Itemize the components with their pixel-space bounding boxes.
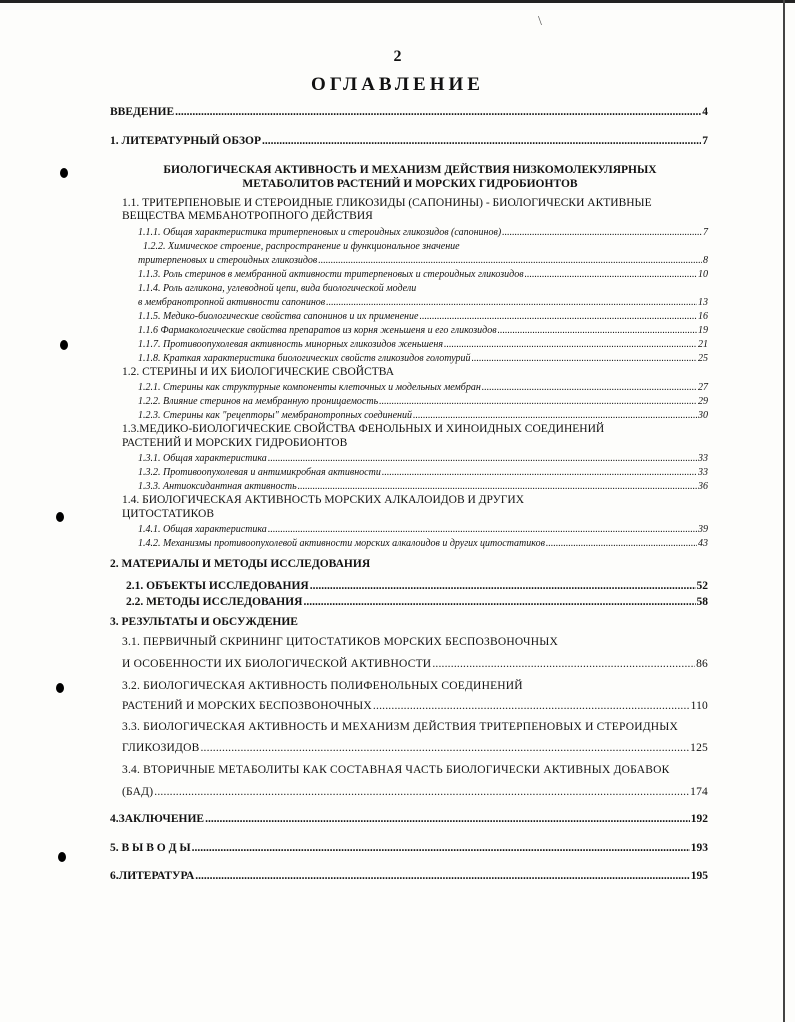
toc-entry-page: 16 — [698, 311, 708, 322]
section-heading — [140, 163, 680, 191]
toc-entry-text: 1.3.2. Противоопухолевая и антимикробная активности — [138, 467, 381, 478]
toc-entry-text: 3.3. БИОЛОГИЧЕСКАЯ АКТИВНОСТЬ И МЕХАНИЗМ ДЕЙСТВИЯ ТРИТЕРПЕНОВЫХ И СТЕРОИДНЫХ — [122, 721, 679, 733]
toc-entry[interactable] — [122, 658, 708, 670]
leader-dots — [175, 106, 701, 118]
leader-dots — [482, 382, 697, 393]
toc-entry[interactable] — [126, 596, 708, 608]
toc-entry-page: 33 — [698, 453, 708, 464]
toc-entry[interactable] — [138, 396, 708, 407]
toc-entry-page: 110 — [690, 700, 708, 712]
toc-entry-page: 193 — [690, 842, 708, 854]
toc-entry-page: 4 — [702, 106, 708, 118]
toc-entry[interactable] — [138, 353, 708, 364]
toc-entry-text: 1.1.5. Медико-биологические свойства сапонинов и их применение — [138, 311, 419, 322]
toc-entry-page: 7 — [703, 227, 708, 238]
toc-entry-text: 1.4.1. Общая характеристика — [138, 524, 267, 535]
toc-entry[interactable] — [138, 339, 708, 350]
toc-entry-page: 192 — [690, 813, 708, 825]
scan-speck: \ — [538, 14, 542, 29]
toc-entry[interactable] — [138, 382, 708, 393]
leader-dots — [379, 396, 697, 407]
toc-entry[interactable] — [138, 453, 708, 464]
leader-dots — [525, 269, 697, 280]
toc-entry-text: И ОСОБЕННОСТИ ИХ БИОЛОГИЧЕСКОЙ АКТИВНОСТИ — [122, 658, 432, 670]
toc-entry-text: (БАД) — [122, 786, 154, 798]
toc-entry-page: 27 — [698, 382, 708, 393]
punch-hole-mark — [60, 340, 68, 350]
toc-entry[interactable] — [138, 481, 708, 492]
toc-entry-text: РАСТЕНИЙ И МОРСКИХ БЕСПОЗВОНОЧНЫХ — [122, 700, 372, 712]
leader-dots — [310, 580, 696, 592]
toc-entry-text: 2.2. МЕТОДЫ ИССЛЕДОВАНИЯ — [126, 596, 303, 608]
toc-entry-text: 1.4.2. Механизмы противоопухолевой активности морских алкалоидов и других цитостатиков — [138, 538, 545, 549]
section-heading-line: БИОЛОГИЧЕСКАЯ АКТИВНОСТЬ И МЕХАНИЗМ ДЕЙСТВИЯ НИЗКОМОЛЕКУЛЯРНЫХ — [163, 164, 657, 176]
toc-entry[interactable] — [122, 700, 708, 712]
toc-entry-page: 58 — [696, 596, 708, 608]
toc-entry-text: 3.2. БИОЛОГИЧЕСКАЯ АКТИВНОСТЬ ПОЛИФЕНОЛЬНЫХ СОЕДИНЕНИЙ — [122, 680, 523, 692]
toc-entry-text: 6.ЛИТЕРАТУРА — [110, 870, 195, 882]
toc-entry-text: 1.2.2. Влияние стеринов на мембранную проницаемость — [138, 396, 379, 407]
toc-entry[interactable] — [110, 842, 708, 854]
toc-entry-text: 5. В Ы В О Д Ы — [110, 842, 191, 854]
toc-entry[interactable] — [122, 742, 708, 754]
toc-entry-text: 1.3.3. Антиоксидантная активность — [138, 481, 297, 492]
toc-subsection-heading[interactable]: 1.3.МЕДИКО-БИОЛОГИЧЕСКИЕ СВОЙСТВА ФЕНОЛЬНЫХ И ХИНОИДНЫХ СОЕДИНЕНИЙ — [122, 423, 605, 435]
toc-entry-page: 29 — [698, 396, 708, 407]
toc-entry-page: 10 — [698, 269, 708, 280]
toc-entry[interactable] — [138, 297, 708, 308]
leader-dots — [200, 742, 689, 754]
toc-entry-text: 1.3.1. Общая характеристика — [138, 453, 267, 464]
toc-subsection-heading[interactable]: ВЕЩЕСТВА МЕМБАНОТРОПНОГО ДЕЙСТВИЯ — [122, 210, 373, 222]
toc-entry-text: 2.1. ОБЪЕКТЫ ИССЛЕДОВАНИЯ — [126, 580, 309, 592]
toc-entry-text: 1.2.2. Химическое строение, распространение и функциональное значение — [143, 241, 460, 252]
toc-section-heading[interactable]: 2. МАТЕРИАЛЫ И МЕТОДЫ ИССЛЕДОВАНИЯ — [110, 558, 371, 570]
toc-entry-text: ВВЕДЕНИЕ — [110, 106, 175, 118]
toc-entry-text: 1.1.7. Противоопухолевая активность минорных гликозидов женьшеня — [138, 339, 443, 350]
leader-dots — [502, 227, 702, 238]
toc-entry-text: 3.1. ПЕРВИЧНЫЙ СКРИНИНГ ЦИТОСТАТИКОВ МОРСКИХ БЕСПОЗВОНОЧНЫХ — [122, 636, 558, 648]
punch-hole-mark — [60, 168, 68, 178]
leader-dots — [268, 524, 697, 535]
leader-dots — [382, 467, 697, 478]
punch-hole-mark — [56, 683, 64, 693]
toc-entry-page: 36 — [698, 481, 708, 492]
toc-entry[interactable] — [138, 325, 708, 336]
leader-dots — [303, 596, 695, 608]
toc-entry[interactable] — [138, 269, 708, 280]
toc-entry-text: 4.ЗАКЛЮЧЕНИЕ — [110, 813, 205, 825]
toc-entry-page: 7 — [702, 135, 708, 147]
leader-dots — [154, 786, 689, 798]
toc-section-heading[interactable]: 3. РЕЗУЛЬТАТЫ И ОБСУЖДЕНИЕ — [110, 616, 298, 628]
leader-dots — [498, 325, 697, 336]
leader-dots — [262, 135, 701, 147]
toc-entry-text: 1.1.3. Роль стеринов в мембранной активности тритерпеновых и стероидных гликозидов — [138, 269, 524, 280]
leader-dots — [195, 870, 689, 882]
toc-entry-page: 30 — [698, 410, 708, 421]
toc-entry-text: в мембранотропной активности сапонинов — [138, 297, 326, 308]
leader-dots — [432, 658, 695, 670]
toc-entry[interactable] — [110, 870, 708, 882]
toc-entry-text: 1.1.8. Краткая характеристика биологических свойств гликозидов голотурий — [138, 353, 471, 364]
leader-dots — [419, 311, 697, 322]
leader-dots — [326, 297, 697, 308]
toc-entry-page: 125 — [690, 742, 708, 754]
leader-dots — [205, 813, 690, 825]
toc-entry-text: 3.4. ВТОРИЧНЫЕ МЕТАБОЛИТЫ КАК СОСТАВНАЯ ЧАСТЬ БИОЛОГИЧЕСКИ АКТИВНЫХ ДОБАВОК — [122, 764, 670, 776]
punch-hole-mark — [56, 512, 64, 522]
toc-entry[interactable] — [110, 813, 708, 825]
toc-entry[interactable] — [138, 227, 708, 238]
page-title: ОГЛАВЛЕНИЕ — [311, 74, 484, 95]
toc-entry-page: 174 — [690, 786, 708, 798]
toc-entry[interactable] — [138, 311, 708, 322]
toc-entry-page: 52 — [696, 580, 708, 592]
top-edge-line — [0, 0, 795, 3]
toc-entry[interactable] — [110, 106, 708, 118]
toc-entry-text: 1.2.3. Стерины как "рецепторы" мембранотропных соединений — [138, 410, 412, 421]
toc-entry[interactable] — [138, 255, 708, 266]
toc-subsection-heading[interactable]: 1.4. БИОЛОГИЧЕСКАЯ АКТИВНОСТЬ МОРСКИХ АЛКАЛОИДОВ И ДРУГИХ — [122, 494, 525, 506]
leader-dots — [318, 255, 702, 266]
leader-dots — [413, 410, 697, 421]
toc-entry-page: 43 — [698, 538, 708, 549]
toc-entry-page: 19 — [698, 325, 708, 336]
toc-subsection-heading[interactable]: РАСТЕНИЙ И МОРСКИХ ГИДРОБИОНТОВ — [122, 437, 348, 449]
leader-dots — [444, 339, 697, 350]
right-edge-line — [783, 0, 785, 1022]
toc-entry-page: 25 — [698, 353, 708, 364]
toc-subsection-heading[interactable]: 1.1. ТРИТЕРПЕНОВЫЕ И СТЕРОИДНЫЕ ГЛИКОЗИДЫ (САПОНИНЫ) - БИОЛОГИЧЕСКИ АКТИВНЫЕ — [122, 197, 652, 209]
toc-entry-text: 1.1.6 Фармакологические свойства препаратов из корня женьшеня и его гликозидов — [138, 325, 497, 336]
toc-entry-text: 1.1.1. Общая характеристика тритерпеновых и стероидных гликозидов (сапонинов) — [138, 227, 502, 238]
toc-entry[interactable] — [138, 538, 708, 549]
toc-entry-page: 195 — [690, 870, 708, 882]
toc-entry[interactable] — [126, 580, 708, 592]
toc-entry-text: тритерпеновых и стероидных гликозидов — [138, 255, 318, 266]
punch-hole-mark — [58, 852, 66, 862]
toc-entry[interactable] — [138, 467, 708, 478]
toc-entry[interactable] — [138, 524, 708, 535]
leader-dots — [268, 453, 697, 464]
leader-dots — [298, 481, 697, 492]
toc-entry-text: 1.1.4. Роль агликона, углеводной цепи, вида биологической модели — [138, 283, 417, 294]
toc-entry-text: 1. ЛИТЕРАТУРНЫЙ ОБЗОР — [110, 135, 261, 147]
toc-entry-page: 39 — [698, 524, 708, 535]
leader-dots — [546, 538, 697, 549]
leader-dots — [373, 700, 690, 712]
toc-entry-page: 13 — [698, 297, 708, 308]
toc-entry-page: 33 — [698, 467, 708, 478]
toc-entry-page: 86 — [696, 658, 708, 670]
leader-dots — [192, 842, 690, 854]
page-number: 2 — [393, 48, 402, 65]
toc-subsection-heading[interactable]: ЦИТОСТАТИКОВ — [122, 508, 215, 520]
section-heading-line: МЕТАБОЛИТОВ РАСТЕНИЙ И МОРСКИХ ГИДРОБИОНТОВ — [242, 178, 578, 190]
toc-entry-page: 8 — [703, 255, 708, 266]
toc-entry-text: 1.2.1. Стерины как структурные компоненты клеточных и модельных мембран — [138, 382, 481, 393]
toc-entry[interactable] — [122, 786, 708, 798]
toc-entry[interactable] — [110, 135, 708, 147]
toc-entry[interactable] — [138, 410, 708, 421]
toc-entry-page: 21 — [698, 339, 708, 350]
leader-dots — [472, 353, 698, 364]
toc-subsection-heading[interactable]: 1.2. СТЕРИНЫ И ИХ БИОЛОГИЧЕСКИЕ СВОЙСТВА — [122, 366, 395, 378]
toc-entry-text: ГЛИКОЗИДОВ — [122, 742, 200, 754]
